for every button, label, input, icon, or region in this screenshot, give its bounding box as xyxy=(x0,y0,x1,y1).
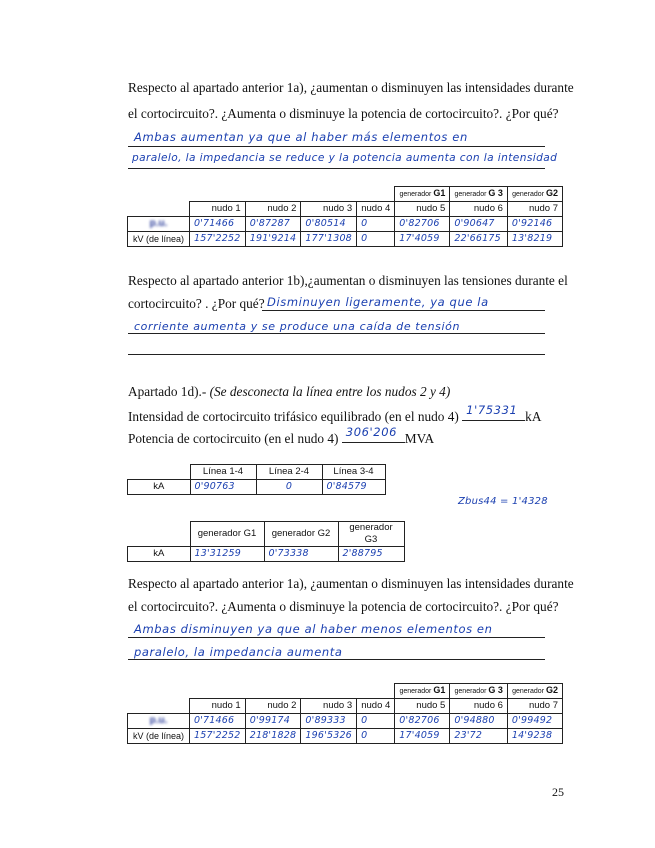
col-header: nudo 3 xyxy=(301,699,357,714)
row-label-pu: p.u. xyxy=(128,217,190,232)
table-cell[interactable]: 196'5326 xyxy=(301,729,357,744)
table-cell[interactable]: 0'94880 xyxy=(450,714,508,729)
table-cell[interactable]: 0'99174 xyxy=(245,714,301,729)
table-row xyxy=(128,480,386,495)
q1-line2: el cortocircuito?. ¿Aumenta o disminuye la potencia de cortocircuito?. ¿Por qué? xyxy=(128,106,559,121)
voltage-table-2 xyxy=(127,683,563,744)
col-header: nudo 5 xyxy=(395,202,450,217)
page-number: 25 xyxy=(552,785,564,799)
q2-answer-line1[interactable]: Disminuyen ligeramente, ya que la xyxy=(267,295,489,309)
table-cell[interactable]: 13'8219 xyxy=(507,232,562,247)
table-cell[interactable]: 13'31259 xyxy=(190,547,264,562)
q3-line1: Respecto al apartado anterior 1a), ¿aumentan o disminuyen las intensidades durante xyxy=(128,576,574,591)
table-cell[interactable]: 0'71466 xyxy=(190,217,246,232)
col-header: nudo 1 xyxy=(190,699,246,714)
q1-line1: Respecto al apartado anterior 1a), ¿aumentan o disminuyen las intensidades durante xyxy=(128,80,574,95)
q2-line2: cortocircuito? . ¿Por qué? xyxy=(128,296,265,311)
col-header: generador G3 xyxy=(338,522,404,547)
column-header-row xyxy=(128,699,563,714)
table-cell[interactable]: 0'90763 xyxy=(190,480,256,495)
table-cell[interactable]: 0 xyxy=(256,480,322,495)
answer-rule xyxy=(262,310,545,311)
answer-rule xyxy=(128,168,545,169)
gen-header-g2: generador G2 xyxy=(507,684,562,699)
table-cell[interactable]: 157'2252 xyxy=(190,232,246,247)
col-header: Línea 1-4 xyxy=(190,465,256,480)
section-1d-heading xyxy=(128,385,450,398)
section-1d-title: Apartado 1d).- xyxy=(128,384,207,399)
col-header: Línea 3-4 xyxy=(322,465,385,480)
answer-rule xyxy=(128,333,545,334)
table-cell[interactable]: 0'71466 xyxy=(190,714,246,729)
table-cell[interactable]: 0 xyxy=(357,232,395,247)
zbus-note: Zbus44 = 1'4328 xyxy=(458,496,548,507)
table-cell[interactable]: 0'92146 xyxy=(507,217,562,232)
gen-header-row xyxy=(128,684,563,699)
table-cell[interactable]: 0'73338 xyxy=(264,547,338,562)
intensity-line xyxy=(128,403,542,424)
gen-header-g3: generador G 3 xyxy=(450,187,508,202)
col-header: Línea 2-4 xyxy=(256,465,322,480)
col-header: nudo 4 xyxy=(357,202,395,217)
answer-rule xyxy=(128,659,545,660)
table-cell[interactable]: 0'84579 xyxy=(322,480,385,495)
column-header-row xyxy=(128,202,563,217)
table-cell[interactable]: 0'82706 xyxy=(395,714,450,729)
intensity-value: 1'75331 xyxy=(466,403,518,417)
power-value: 306'206 xyxy=(345,425,398,439)
q1-answer-line2[interactable]: paralelo, la impedancia se reduce y la potencia aumenta con la intensidad xyxy=(132,152,558,164)
table-cell[interactable]: 0'82706 xyxy=(395,217,450,232)
table-cell[interactable]: 14'9238 xyxy=(507,729,562,744)
table-cell[interactable]: 17'4059 xyxy=(395,729,450,744)
table-cell[interactable]: 0 xyxy=(357,729,395,744)
table-row xyxy=(128,232,563,247)
table-cell[interactable]: 177'1308 xyxy=(301,232,357,247)
row-label-kv: kV (de línea) xyxy=(128,232,190,247)
table-cell[interactable]: 218'1828 xyxy=(245,729,301,744)
q2-answer-line2[interactable]: corriente aumenta y se produce una caída de tensión xyxy=(134,320,461,333)
q1-answer-line1[interactable]: Ambas aumentan ya que al haber más elementos en xyxy=(134,130,468,144)
col-header: nudo 2 xyxy=(245,202,301,217)
table-cell[interactable]: 157'2252 xyxy=(190,729,246,744)
answer-rule xyxy=(128,354,545,355)
col-header: nudo 3 xyxy=(301,202,357,217)
column-header-row xyxy=(128,522,405,547)
row-label-ka: kA xyxy=(128,547,191,562)
intensity-label: Intensidad de cortocircuito trifásico equilibrado (en el nudo 4) xyxy=(128,409,459,424)
table-row xyxy=(128,729,563,744)
table-row xyxy=(128,217,563,232)
answer-rule xyxy=(128,146,545,147)
gen-header-g1: generador G1 xyxy=(395,187,450,202)
intensity-blank[interactable] xyxy=(462,403,525,421)
col-header: nudo 5 xyxy=(395,699,450,714)
column-header-row xyxy=(128,465,386,480)
section-1d-note: (Se desconecta la línea entre los nudos 2 y 4) xyxy=(209,384,451,399)
table-cell[interactable]: 0'99492 xyxy=(507,714,562,729)
table-row xyxy=(128,714,563,729)
table-row xyxy=(128,547,405,562)
q2-line1: Respecto al apartado anterior 1b),¿aumentan o disminuyen las tensiones durante el xyxy=(128,273,568,288)
power-line xyxy=(128,425,435,446)
table-cell[interactable]: 0'87287 xyxy=(245,217,301,232)
generators-current-table xyxy=(127,521,405,562)
gen-header-row xyxy=(128,187,563,202)
col-header: nudo 4 xyxy=(357,699,395,714)
intensity-unit: kA xyxy=(525,409,542,424)
col-header: nudo 6 xyxy=(450,202,508,217)
power-label: Potencia de cortocircuito (en el nudo 4) xyxy=(128,431,339,446)
col-header: nudo 6 xyxy=(450,699,508,714)
col-header: generador G1 xyxy=(190,522,264,547)
col-header: nudo 7 xyxy=(507,202,562,217)
gen-header-g1: generador G1 xyxy=(395,684,450,699)
col-header: nudo 2 xyxy=(245,699,301,714)
table-cell[interactable]: 0 xyxy=(357,714,395,729)
table-cell[interactable]: 0'80514 xyxy=(301,217,357,232)
row-label-ka: kA xyxy=(128,480,191,495)
row-label-kv: kV (de línea) xyxy=(128,729,190,744)
table-cell[interactable]: 0'90647 xyxy=(450,217,508,232)
gen-header-g2: generador G2 xyxy=(507,187,562,202)
table-cell[interactable]: 17'4059 xyxy=(395,232,450,247)
answer-rule xyxy=(128,637,545,638)
lines-current-table xyxy=(127,464,386,495)
table-cell[interactable]: 191'9214 xyxy=(245,232,301,247)
q3-answer-line2[interactable]: paralelo, la impedancia aumenta xyxy=(134,645,343,659)
table-cell[interactable]: 2'88795 xyxy=(338,547,404,562)
col-header: generador G2 xyxy=(264,522,338,547)
q3-answer-line1[interactable]: Ambas disminuyen ya que al haber menos elementos en xyxy=(134,622,493,636)
power-blank[interactable] xyxy=(342,425,405,443)
q3-line2: el cortocircuito?. ¿Aumenta o disminuye la potencia de cortocircuito?. ¿Por qué? xyxy=(128,599,559,614)
power-unit: MVA xyxy=(404,431,435,446)
col-header: nudo 1 xyxy=(190,202,246,217)
table-cell[interactable]: 22'66175 xyxy=(450,232,508,247)
table-cell[interactable]: 23'72 xyxy=(450,729,508,744)
row-label-pu: p.u. xyxy=(128,714,190,729)
col-header: nudo 7 xyxy=(507,699,562,714)
voltage-table-1 xyxy=(127,186,563,247)
table-cell[interactable]: 0'89333 xyxy=(301,714,357,729)
gen-header-g3: generador G 3 xyxy=(450,684,508,699)
table-cell[interactable]: 0 xyxy=(357,217,395,232)
